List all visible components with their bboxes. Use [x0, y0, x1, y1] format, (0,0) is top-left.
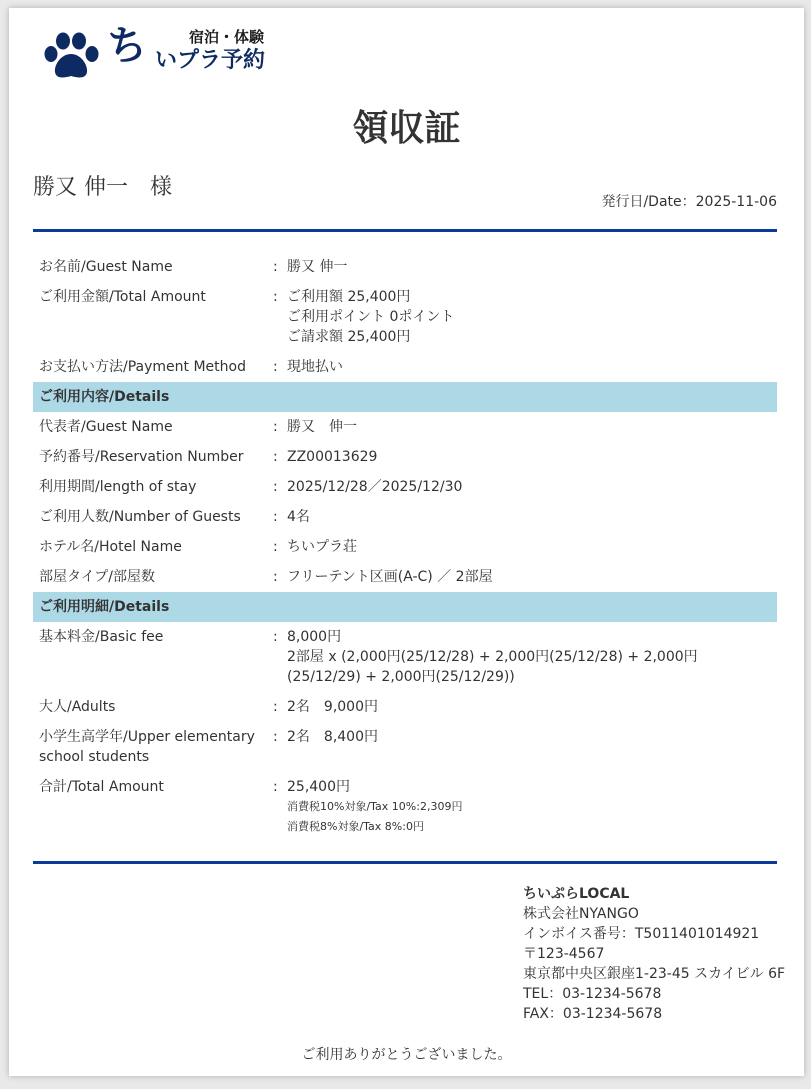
company-address: 東京都中央区銀座1-23-45 スカイビル 6F: [523, 966, 786, 982]
row-label: 利用期間/length of stay: [39, 479, 197, 495]
hotel-name-row: ホテル名/Hotel Name : ちいプラ荘: [33, 532, 777, 562]
row-label: ご利用人数/Number of Guests: [39, 509, 241, 525]
guest-name-row: お名前/Guest Name : 勝又 伸一: [33, 252, 777, 282]
row-value: 2名 9,000円: [287, 699, 378, 715]
room-type-row: 部屋タイプ/部屋数 : フリーテント区画(A-C) ／ 2部屋: [33, 562, 777, 592]
total-amount-row: ご利用金額/Total Amount : ご利用額 25,400円 ご利用ポイント 0ポイント ご請求額 25,400円: [33, 282, 777, 352]
company-tel: TEL：03-1234-5678: [523, 986, 662, 1002]
row-value: [287, 777, 777, 837]
row-value: 現地払い: [287, 359, 343, 375]
basic-fee-breakdown: 2部屋 x (2,000円(25/12/28) + 2,000円(25/12/28) + 2,000円(25/12/29) + 2,000円(25/12/29)): [287, 649, 698, 685]
row-label: ご利用金額/Total Amount: [39, 289, 206, 305]
brand-chi: ち: [107, 23, 147, 69]
tax-10-note: 消費税10%対象/Tax 10%:2,309円: [287, 800, 463, 813]
row-label: 大人/Adults: [39, 699, 116, 715]
details-section-header: ご利用内容/Details: [33, 382, 777, 412]
brand-subtitle: 宿泊・体験: [189, 28, 265, 46]
row-label: 代表者/Guest Name: [39, 419, 173, 435]
usage-points: ご利用ポイント 0ポイント: [287, 309, 455, 325]
row-label: お名前/Guest Name: [39, 259, 173, 275]
company-fax: FAX：03-1234-5678: [523, 1006, 663, 1022]
row-label: ホテル名/Hotel Name: [39, 539, 182, 555]
tax-8-note: 消費税8%対象/Tax 8%:0円: [287, 820, 424, 833]
issue-date: 発行日/Date：2025-11-06: [601, 194, 777, 210]
recipient-name: 勝又 伸一 様: [33, 175, 172, 200]
grand-total-amount: 25,400円: [287, 779, 350, 795]
thank-you-message: ご利用ありがとうございました。: [301, 1047, 512, 1063]
row-label: お支払い方法/Payment Method: [39, 359, 246, 375]
row-value: [287, 287, 777, 347]
row-label: 基本料金/Basic fee: [39, 629, 164, 645]
adults-row: 大人/Adults : 2名 9,000円: [33, 692, 777, 722]
brand-name: いプラ予約: [155, 48, 266, 73]
row-value: 2名 8,400円: [287, 729, 378, 745]
row-label: 合計/Total Amount: [39, 779, 164, 795]
brand-logo: [43, 24, 293, 84]
invoice-number: インボイス番号：T5011401014921: [523, 926, 760, 942]
row-value: 4名: [287, 509, 310, 525]
receipt-sheet: [9, 8, 804, 1076]
row-label: 小学生高学年/Upper elementary school students: [39, 729, 255, 765]
postal-code: 〒123-4567: [523, 946, 605, 962]
upper-elementary-row: 小学生高学年/Upper elementary school students : 2名 8,400円: [33, 722, 777, 772]
row-value: ちいプラ荘: [287, 539, 357, 555]
billed-amount: ご請求額 25,400円: [287, 329, 411, 345]
row-value: フリーテント区画(A-C) ／ 2部屋: [287, 569, 493, 585]
payment-method-row: お支払い方法/Payment Method : 現地払い: [33, 352, 777, 382]
basic-fee-amount: 8,000円: [287, 629, 342, 645]
paw-icon: [43, 32, 101, 80]
basic-fee-row: 基本料金/Basic fee : 8,000円 2部屋 x (2,000円(25/12/28) + 2,000円(25/12/28) + 2,000円(25/12/29) + 2,000円(25/12/29)): [33, 622, 777, 692]
length-of-stay-row: 利用期間/length of stay : 2025/12/28／2025/12/30: [33, 472, 777, 502]
number-of-guests-row: ご利用人数/Number of Guests : 4名: [33, 502, 777, 532]
top-divider: [33, 229, 777, 232]
page-title: 領収証: [352, 108, 461, 149]
row-label: 部屋タイプ/部屋数: [39, 569, 156, 585]
company-brand: ちいぷらLOCAL: [523, 886, 630, 902]
row-value: ZZ00013629: [287, 449, 378, 465]
grand-total-row: 合計/Total Amount : 25,400円 消費税10%対象/Tax 10%:2,309円 消費税8%対象/Tax 8%:0円: [33, 772, 777, 842]
usage-amount: ご利用額 25,400円: [287, 289, 411, 305]
receipt-table: [33, 252, 777, 842]
row-value: [287, 627, 777, 687]
row-value: 勝又 伸一: [287, 419, 357, 435]
statement-section-header: ご利用明細/Details: [33, 592, 777, 622]
reservation-number-row: 予約番号/Reservation Number : ZZ00013629: [33, 442, 777, 472]
row-value: 勝又 伸一: [287, 259, 348, 275]
company-corp: 株式会社NYANGO: [523, 906, 639, 922]
row-value: 2025/12/28／2025/12/30: [287, 479, 463, 495]
company-info: [523, 884, 785, 1024]
bottom-divider: [33, 861, 777, 864]
representative-row: 代表者/Guest Name : 勝又 伸一: [33, 412, 777, 442]
row-label: 予約番号/Reservation Number: [39, 449, 244, 465]
